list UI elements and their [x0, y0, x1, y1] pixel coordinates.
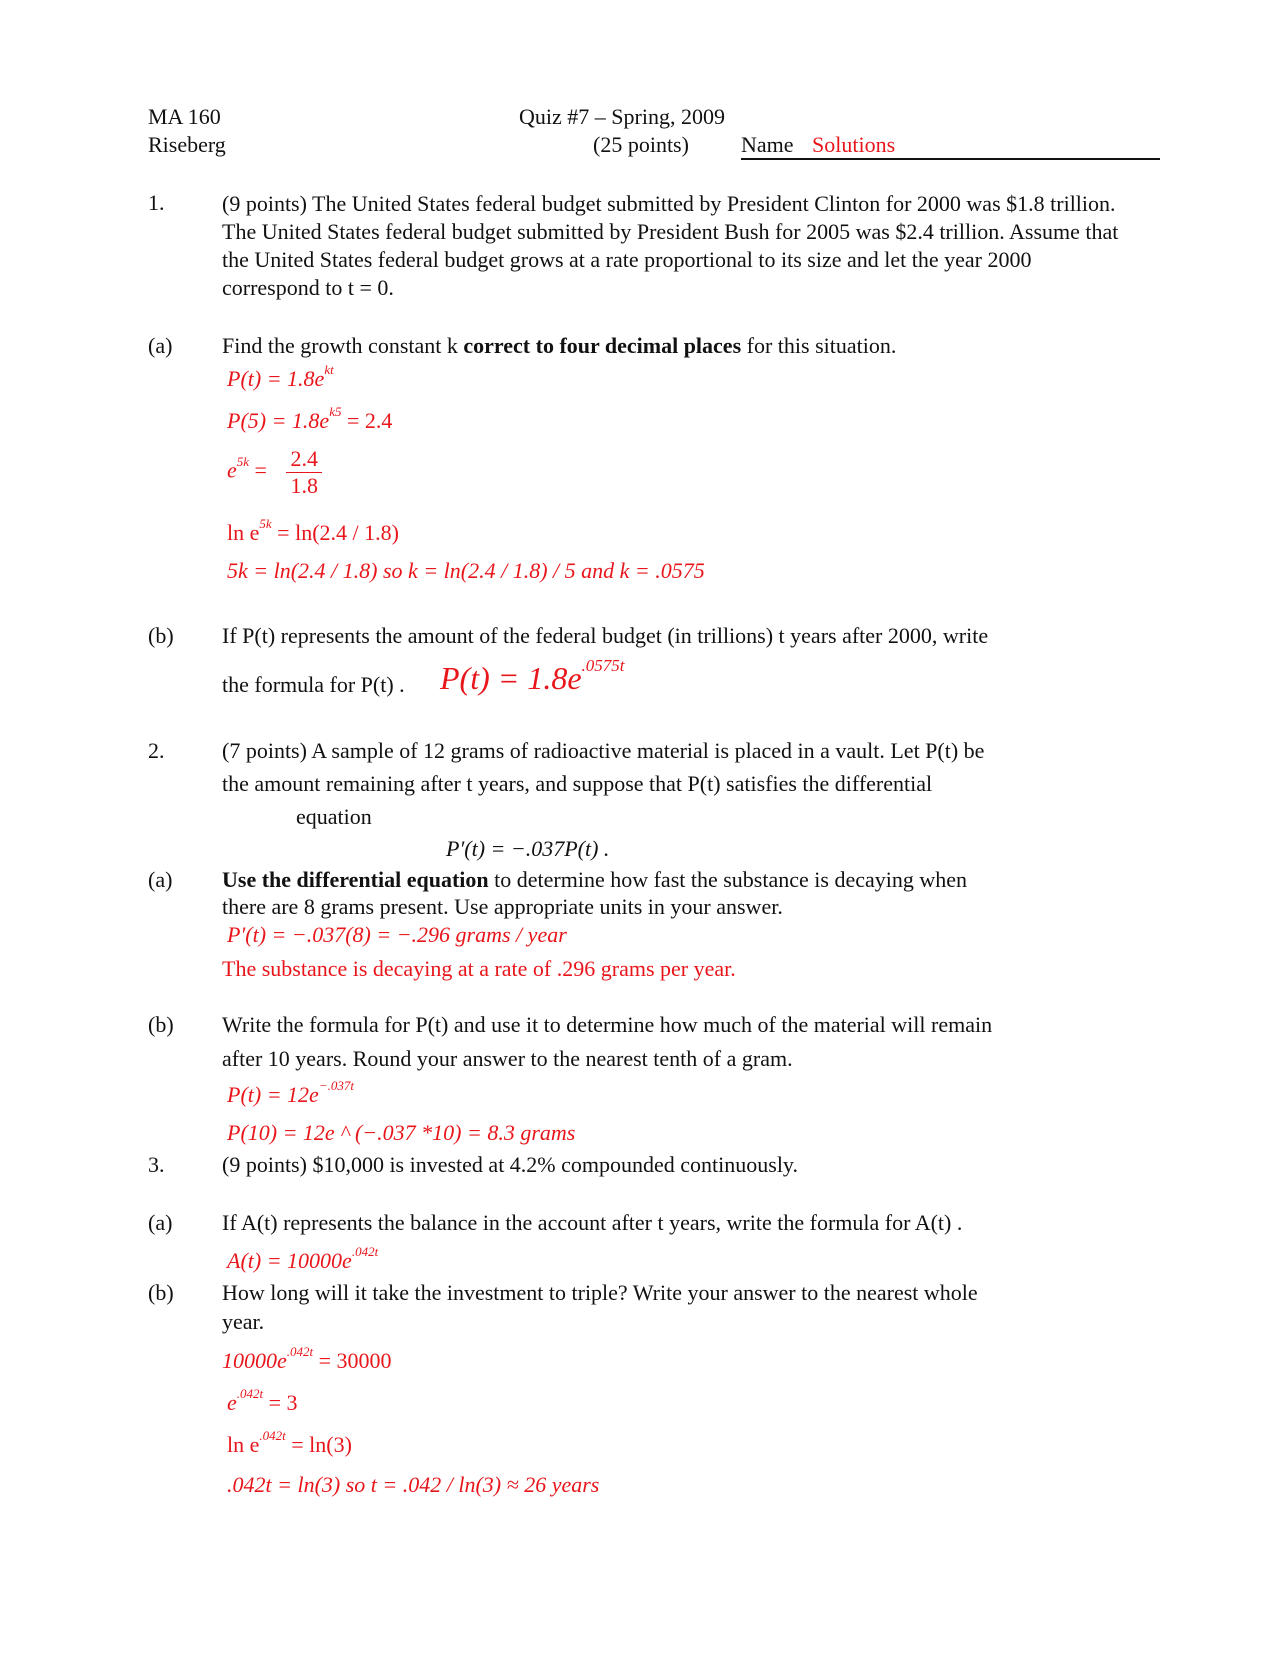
- q2a-prompt-line2: there are 8 grams present. Use appropriate units in your answer.: [222, 894, 783, 919]
- q2-number: 2.: [148, 738, 165, 763]
- q3b-step2: $e^{.042t} = 3$: [227, 1386, 298, 1415]
- q2b-prompt-line2: after 10 years. Round your answer to the nearest tenth of a gram.: [222, 1046, 793, 1071]
- q3b-step4: .042t = ln(3) so t = .042 / ln(3) ≈ 26 years: [227, 1472, 600, 1497]
- q2b-step1: $P(t) = 12e^{-.037t}$: [227, 1078, 354, 1107]
- q2a-step2: The substance is decaying at a rate of .296 grams per year.: [222, 956, 736, 981]
- q3-number: 3.: [148, 1152, 165, 1177]
- q3b-prompt-line2: year.: [222, 1309, 265, 1334]
- name-label: Name: [741, 132, 794, 157]
- q1a-step5: 5k = ln(2.4 / 1.8) so k = ln(2.4 / 1.8) / 5 and k = .0575: [227, 558, 705, 583]
- q1-text: (9 points) The United States federal budget submitted by President Clinton for 2000 was $1.8 trillion. The United States federal budget submitted by President Bush for 2005 was $2.4 trillion. Assume that the United States federal budget grows at a rate proportional to its size and let the year 2000 correspond to t = 0.: [222, 191, 1119, 300]
- q1b-answer: $P(t) = 1.8e^{.0575t}$: [440, 656, 625, 696]
- q2-text-line3: equation: [296, 804, 372, 829]
- q2a-step1: P′(t) = −.037(8) = −.296 grams / year: [227, 922, 567, 947]
- q1b-prompt-line2: the formula for P(t) .: [222, 672, 405, 697]
- q1b-label: (b): [148, 623, 174, 648]
- q2b-label: (b): [148, 1012, 174, 1037]
- q1b-prompt-line1: If P(t) represents the amount of the federal budget (in trillions) t years after 2000, write: [222, 623, 989, 648]
- quiz-points: (25 points): [593, 132, 689, 157]
- q1a-prompt: Find the growth constant k correct to four decimal places for this situation.: [222, 333, 897, 358]
- q3b-label: (b): [148, 1280, 174, 1305]
- q3b-step3: $\ln e^{.042t} = \ln(3)$: [227, 1428, 352, 1457]
- q3a-step1: $A(t) = 10000e^{.042t}$: [227, 1244, 379, 1273]
- q2b-step2: P(10) = 12e ^ (−.037 *10) = 8.3 grams: [227, 1120, 576, 1145]
- quiz-title: Quiz #7 – Spring, 2009: [519, 104, 725, 129]
- q1a-label: (a): [148, 333, 173, 358]
- name-value: Solutions: [812, 132, 896, 157]
- q3a-prompt: If A(t) represents the balance in the account after t years, write the formula for A(t) .: [222, 1210, 963, 1235]
- q2-text-line1: (7 points) A sample of 12 grams of radioactive material is placed in a vault. Let P(t) be: [222, 738, 985, 763]
- q1a-step3: $e^{5k}$ = $\frac{2.4}{1.8}$: [227, 446, 322, 499]
- q2-equation: P′(t) = −.037P(t) .: [446, 836, 610, 861]
- q3a-label: (a): [148, 1210, 173, 1235]
- name-underline: [741, 158, 1160, 160]
- q1a-step1: $P(t) = 1.8e^{kt}$: [227, 362, 334, 391]
- q1-number: 1.: [148, 190, 165, 215]
- instructor: Riseberg: [148, 132, 226, 157]
- q2b-prompt-line1: Write the formula for P(t) and use it to determine how much of the material will remain: [222, 1012, 993, 1037]
- q2a-label: (a): [148, 867, 173, 892]
- course-code: MA 160: [148, 104, 221, 129]
- q1a-step2: $P(5) = 1.8e^{k5} = 2.4$: [227, 404, 393, 433]
- q3-text: (9 points) $10,000 is invested at 4.2% compounded continuously.: [222, 1152, 799, 1177]
- q2a-prompt-line1: Use the differential equation to determine how fast the substance is decaying when: [222, 867, 968, 892]
- q3b-step1: $10000e^{.042t} = 30000$: [222, 1344, 392, 1373]
- q1a-step4: $\ln e^{5k} = \ln(2.4 / 1.8)$: [227, 516, 399, 545]
- q3b-prompt-line1: How long will it take the investment to triple? Write your answer to the nearest whole: [222, 1280, 978, 1305]
- q2-text-line2: the amount remaining after t years, and suppose that P(t) satisfies the differential: [222, 771, 933, 796]
